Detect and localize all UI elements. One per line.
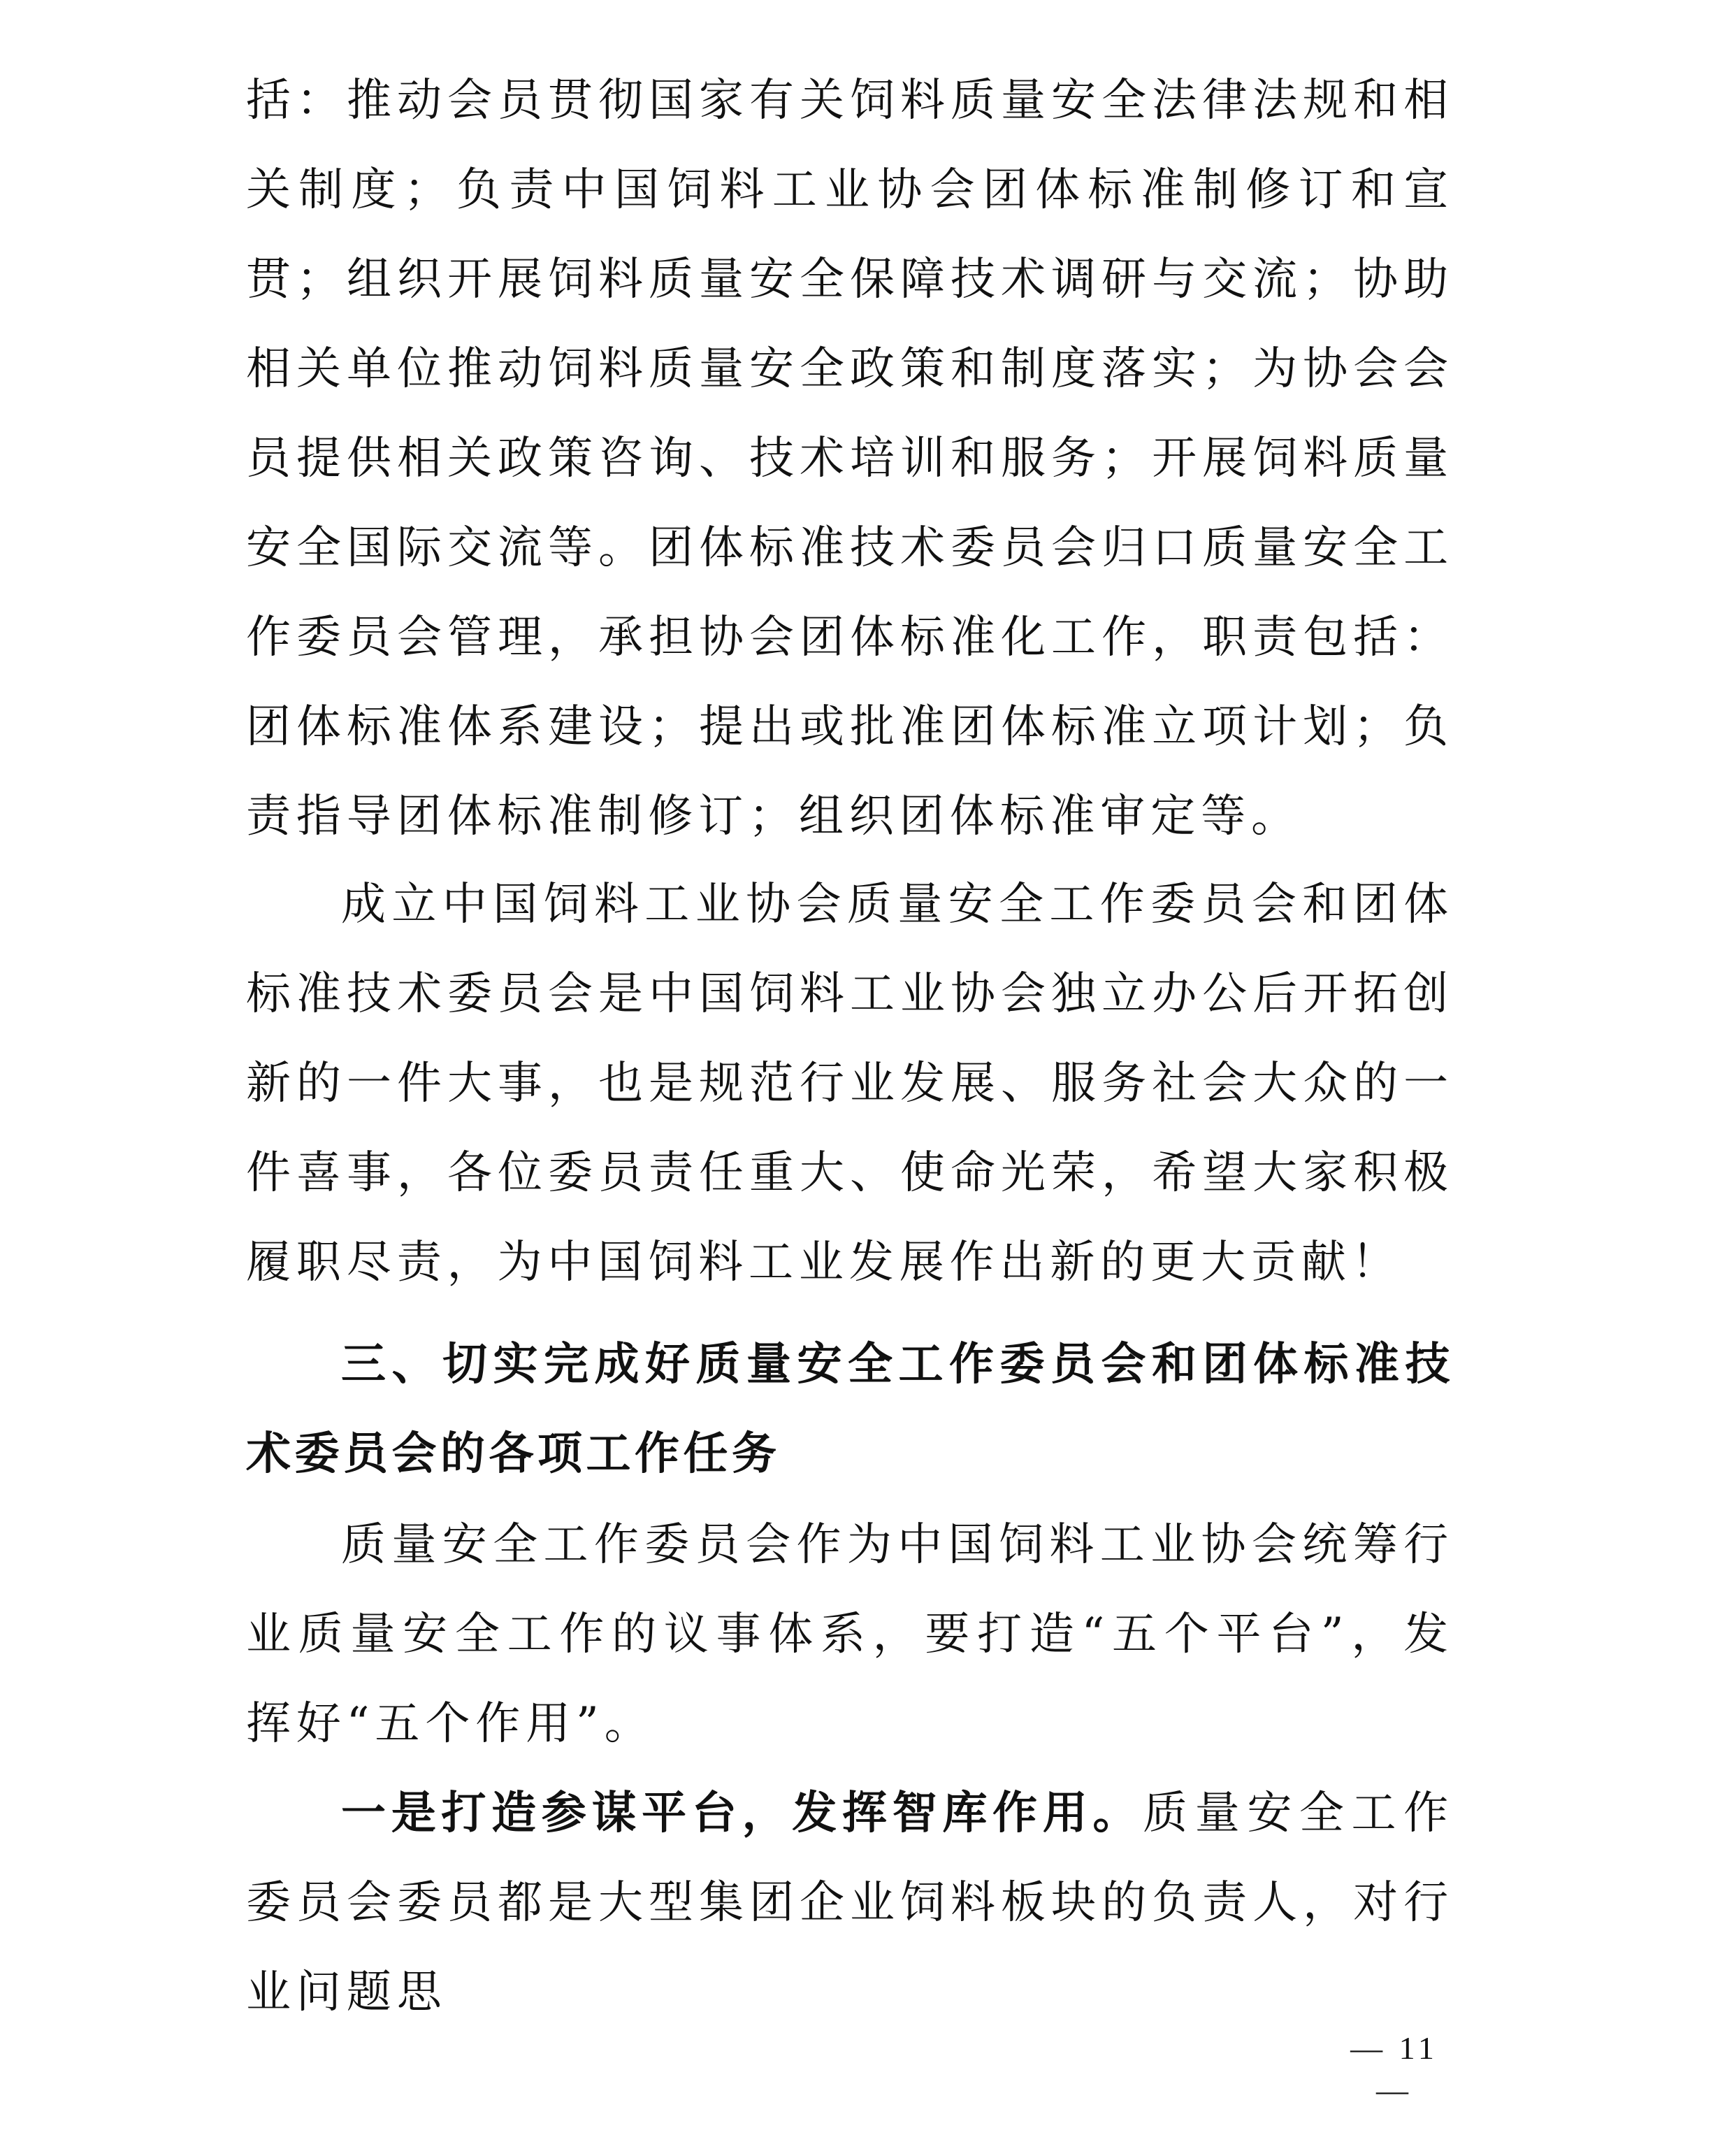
body-paragraph: 质量安全工作委员会作为中国饲料工业协会统筹行业质量安全工作的议事体系，要打造“五个平台”，发挥好“五个作用”。 xyxy=(246,1519,1454,1750)
body-paragraph: 成立中国饲料工业协会质量安全工作委员会和团体标准技术委员会是中国饲料工业协会独立办公后开拓创新的一件大事，也是规范行业发展、服务社会大众的一件喜事，各位委员责任重大、使命光荣，希望大家积极履职尽责，为中国饲料工业发展作出新的更大贡献！ xyxy=(246,879,1454,1288)
page-number: — 11 — xyxy=(1350,2030,1438,2108)
paragraph-lead-phrase: 一是打造参谋平台，发挥智库作用。 xyxy=(341,1788,1143,1839)
body-paragraph xyxy=(246,1769,1454,2037)
body-paragraph: 括：推动会员贯彻国家有关饲料质量安全法律法规和相关制度；负责中国饲料工业协会团体标准制修订和宣贯；组织开展饲料质量安全保障技术调研与交流；协助相关单位推动饲料质量安全政策和制度落实；为协会会员提供相关政策咨询、技术培训和服务；开展饲料质量安全国际交流等。团体标准技术委员会归口质量安全工作委员会管理，承担协会团体标准化工作，职责包括：团体标准体系建设；提出或批准团体标准立项计划；负责指导团体标准制修订；组织团体标准审定等。 xyxy=(246,75,1454,842)
section-heading: 三、切实完成好质量安全工作委员会和团体标准技术委员会的各项工作任务 xyxy=(246,1339,1454,1480)
paragraph-body-text: 质量安全工作委员会委员都是大型集团企业饲料板块的负责人，对行业问题思 xyxy=(246,1788,1454,2018)
